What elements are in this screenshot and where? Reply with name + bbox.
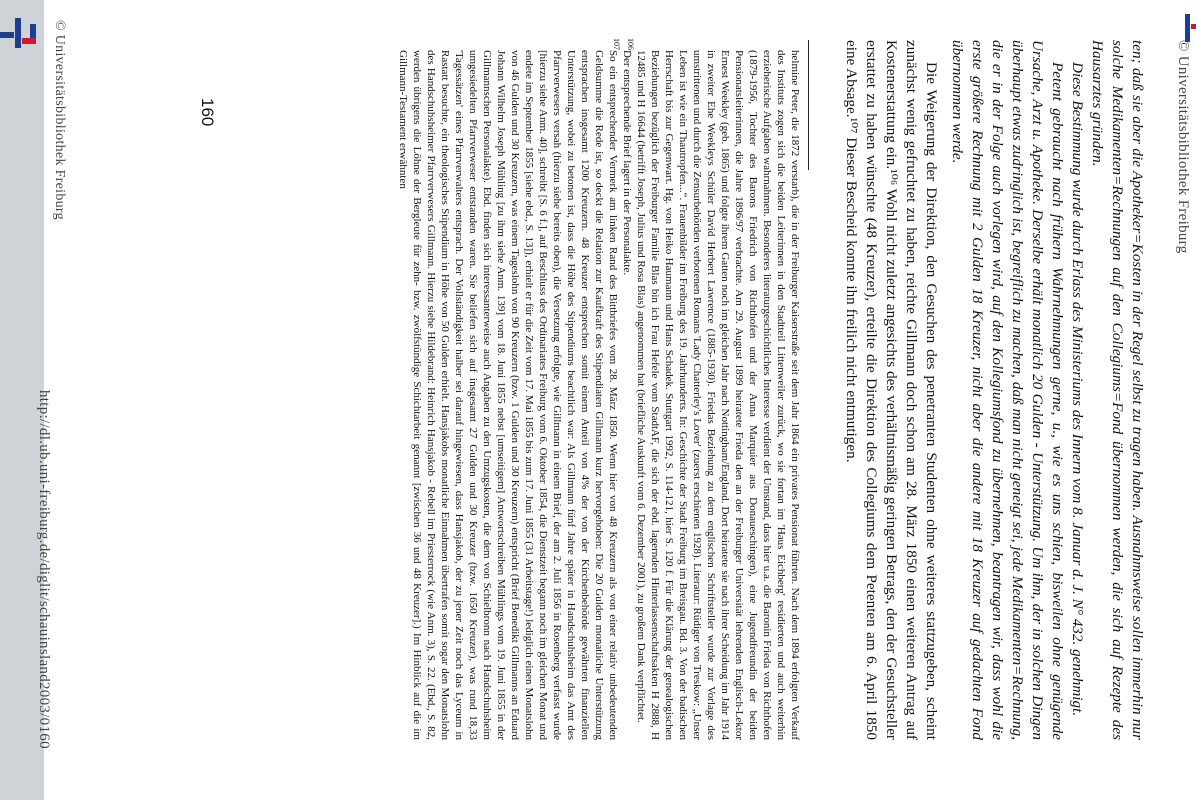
- source-url[interactable]: http://dl.ub.uni-freiburg.de/diglit/schauinsland2003/0160: [36, 390, 52, 749]
- logo-bar: [22, 38, 36, 44]
- body-paragraph: Die Weigerung der Direktion, den Gesuchen des penetranten Studenten ohne weiteres stattzugeben, scheint zunächst wenig gefruchtet zu haben, reichte Gillmann doch schon am 28. März 1850 einen weiteren Antrag auf Kostenerstattung ein.¹⁰⁶ Wohl nicht zuletzt angesichts des verhältnismäßig geringen Betrags, den der Gesuchsteller erstattet zu haben wünschte (48 Kreuzer), erteilte die Direktion des Collegiums dem Petenten am 6. April 1850 eine Absage.¹⁰⁷ Dieser Bescheid konnte ihn freilich nicht entmutigen.: [843, 40, 940, 740]
- copyright-notice: © Universitätsbibliothek Freiburg: [52, 20, 67, 220]
- footnote-text: Der entsprechende Brief lagert in der Personalakte.: [621, 50, 633, 276]
- quote-paragraph-3: Petent gebraucht nach frühern Wahrnehmungen gerne, u., wie es uns schien, bisweilen ohne genügende Ursache, Arzt u. Apotheke. Derselbe erhält monatlich 20 Gulden - Unterstützung. Um ihm, der in solchen Dingen überhaupt etwas zudringlich ist, begreiflich zu machen, daß man nicht geneigt sei, jede Medikamenten=Rechnung, die er in der Folge auch vorlegen wird, auf den Kollegiumsfond zu übernehmen, beantragen wir, dass wohl die erste größere Rechnung mit 2 Gulden 18 Kreuzer, nicht aber die andere mit 18 Kreuzer auf gedachten Fond übernommen werde.: [949, 40, 1066, 740]
- footnote-rule: [808, 40, 809, 170]
- logo-bar: [0, 32, 14, 38]
- footnote-106: [620, 40, 634, 740]
- logo-bar: [30, 24, 36, 38]
- library-logo-icon[interactable]: [0, 14, 36, 54]
- footnotes: [396, 40, 802, 740]
- footnote-number: 106: [626, 38, 635, 50]
- footnote-number: 107: [612, 38, 621, 50]
- footnote-text: So ein entsprechender Vermerk am linken Rand des Bittbriefes vom 28. März 1850. Wenn hier von 48 Kreuzern als von einer relativ unbedeutenden Geldsumme die Rede ist, so deckt die Relation zur Kaufkraft des Stipendiaten Gillmann kurz hervorgehoben: Die 20 Gulden monatliche Unterstützung entsprachen insgesamt 1200 Kreuzern. 48 Kreuzer entsprechen somit einem Anteil von 4% der von der Kirchenbehörde gewährten finanziellen Unterstützung, wobei zu betonen ist, dass die Höhe des Stipendiums beachtlich war: Als Gillmann fünf Jahre später in Handschuhsheim das Amt des Pfarrverwesers versah (hierzu siehe bereits oben), die Versetzung erfolgte, wie Gillmann in einem Brief, der am 2. Juli 1856 in Rosenberg verfasst wurde [hierzu siehe Anm. 40], schreibt [S. 6 f.], auf Beschluss des Ordinariates Freiburg vom 6. Oktober 1854, die Dienstzeit begann noch im gleichen Monat und endete im September 1855 [siehe ebd., S. 13]), erhielt er für die Zeit vom 17. Mai 1855 bis zum 17. Juni 1855 (31 Arbeitstage!) lediglich einen Monatslohn von 46 Gulden und 30 Kreuzern, was einem Tageslohn von 90 Kreuzern (bzw. 1 Gulden und 30 Kreuzern) entspricht (Brief Benedikt Gillmanns an Eduard Johann Wilhelm Joseph Mühling [zu ihm siehe Anm. 139] vom 18. Juni 1855 nebst [umseitigem] Antwortschreiben Mühlings vom 19. Juni 1855 in der Gillmannschen Personalakte). Ebd. finden sich interessanterweise auch Angaben zu den Umzugskosten, die dem von Schielbronn nach Handschuhsheim umgesiedelten Pfarrverweser entstanden waren. Sie beliefen sich auf insgesamt 27 Gulden und 30 Kreuzer (bzw. 1650 Kreuzer), was rund 18,33 'Tagessätzen' eines Pfarrverwalters entsprach. Der Vollständigkeit halber sei darauf hingewiesen, dass Hansjakob, der zu jener Zeit noch das Lyceum in Rastatt besuchte, ein theologisches Stipendium in Höhe von 50 Gulden erhielt. Hansjakobs monatliche Einnahmen übertrafen somit sogar den Monatslohn des Handschuhsheimer Pfarrverwesers Gillmann. Hierzu siehe Hildebrand: Heinrich Hansjakob - Rebell im Priesterrock (wie Anm. 3), S. 22. (Ebd., S. 82, werden übrigens die Löhne der Bergleute für zehn- bzw. zwölfstündige Schichtarbeit genannt [zwischen 36 und 48 Kreuzer].) Im Hinblick auf die im Gillmann-Testament erwähnten: [397, 50, 619, 740]
- logo-bar: [15, 18, 21, 48]
- page-number: 160: [198, 98, 217, 127]
- copyright-notice-top: © Universitätsbibliothek Freiburg: [1175, 40, 1191, 254]
- quote-paragraph-2: Diese Bestimmung wurde durch Erlass des Ministeriums des Innern vom 8. Januar d. J. N° 432. genehmigt.: [1069, 62, 1086, 717]
- quote-paragraph-1: ten; daß sie aber die Apotheker=Kosten in der Regel selbst zu tragen haben. Ausnahmsweise sollen immerhin nur solche Medikamenten=Rechnungen auf den Collegiums=Fond übernommen werden, die sich auf Rezepte des Hausarztes gründen.: [1089, 40, 1146, 740]
- scanned-page: [36, 0, 1197, 800]
- main-text: [841, 40, 1147, 740]
- footnote-105-continued: helmine Peter, die 1872 verstarb), die in der Freiburger Kaiserstraße seit dem Jahr 1864 ein privates Pensionat führten. Nach dem 1894 erfolgten Verkauf des Instituts zogen sich die beiden Leiterinnen in den Stadtteil Littenweiler zurück, wo sie fortan im 'Haus Eichberg' residierten und auch weiterhin erzieherische Aufgaben wahrnahmen. Besonderes literaturgeschichtliches Interesse verdient der Umstand, dass hier u.a. die Baronin Frieda von Richthofen (1879-1956, Tochter des Barons Friedrich von Richthofen und der Anna Marquier aus Donaueschingen), eine Jugendfreundin der beiden Pensionatsleiterinnen, die Jahre 1896/97 verbrachte. Am 29. August 1899 heiratete Frieda den an der Freiburger Universität lehrenden Englisch-Lektor Ernest Weekley (geb. 1865) und folgte ihrem Gatten noch im gleichen Jahr nach Nottingham/England. Dort heiratete sie nach ihrer Scheidung im Jahr 1914 in zweiter Ehe Weekleys Schüler David Herbert Lawrence (1885-1930). Friedas Beziehung zu dem englischen Schriftsteller wurde zur Vorlage des umstrittenen und durch die Zensurbehörden verbotenen Romans 'Lady Chatterley's Lover' (zuerst erschienen 1928). Literatur: Rüdiger von Treskow: „Unser Leben ist wie ein Thautropfen...“. Frauenbilder im Freiburg des 19. Jahrhunderts. In: Geschichte der Stadt Freiburg im Breisgau. Bd. 3. Von der badischen Herrschaft bis zur Gegenwart. Hg. von Heiko Haumann und Hans Schadek. Stuttgart 1992, S. 114-121, hier S. 120 f. Für die Klärung der genealogischen Beziehungen bezüglich der Freiburger Familie Blas bin ich Frau Hefele vom StadtAF, die sich der ebd. lagernden Hinterlassenschaftsakten H 2888, H 12485 und H 16644 (betrifft Joseph, Julius und Rosa Blas) angenommen hat (briefliche Auskunft vom 6. Dezember 2001), zu großem Dank verpflichtet.: [635, 50, 801, 740]
- footnote-107: [396, 40, 620, 740]
